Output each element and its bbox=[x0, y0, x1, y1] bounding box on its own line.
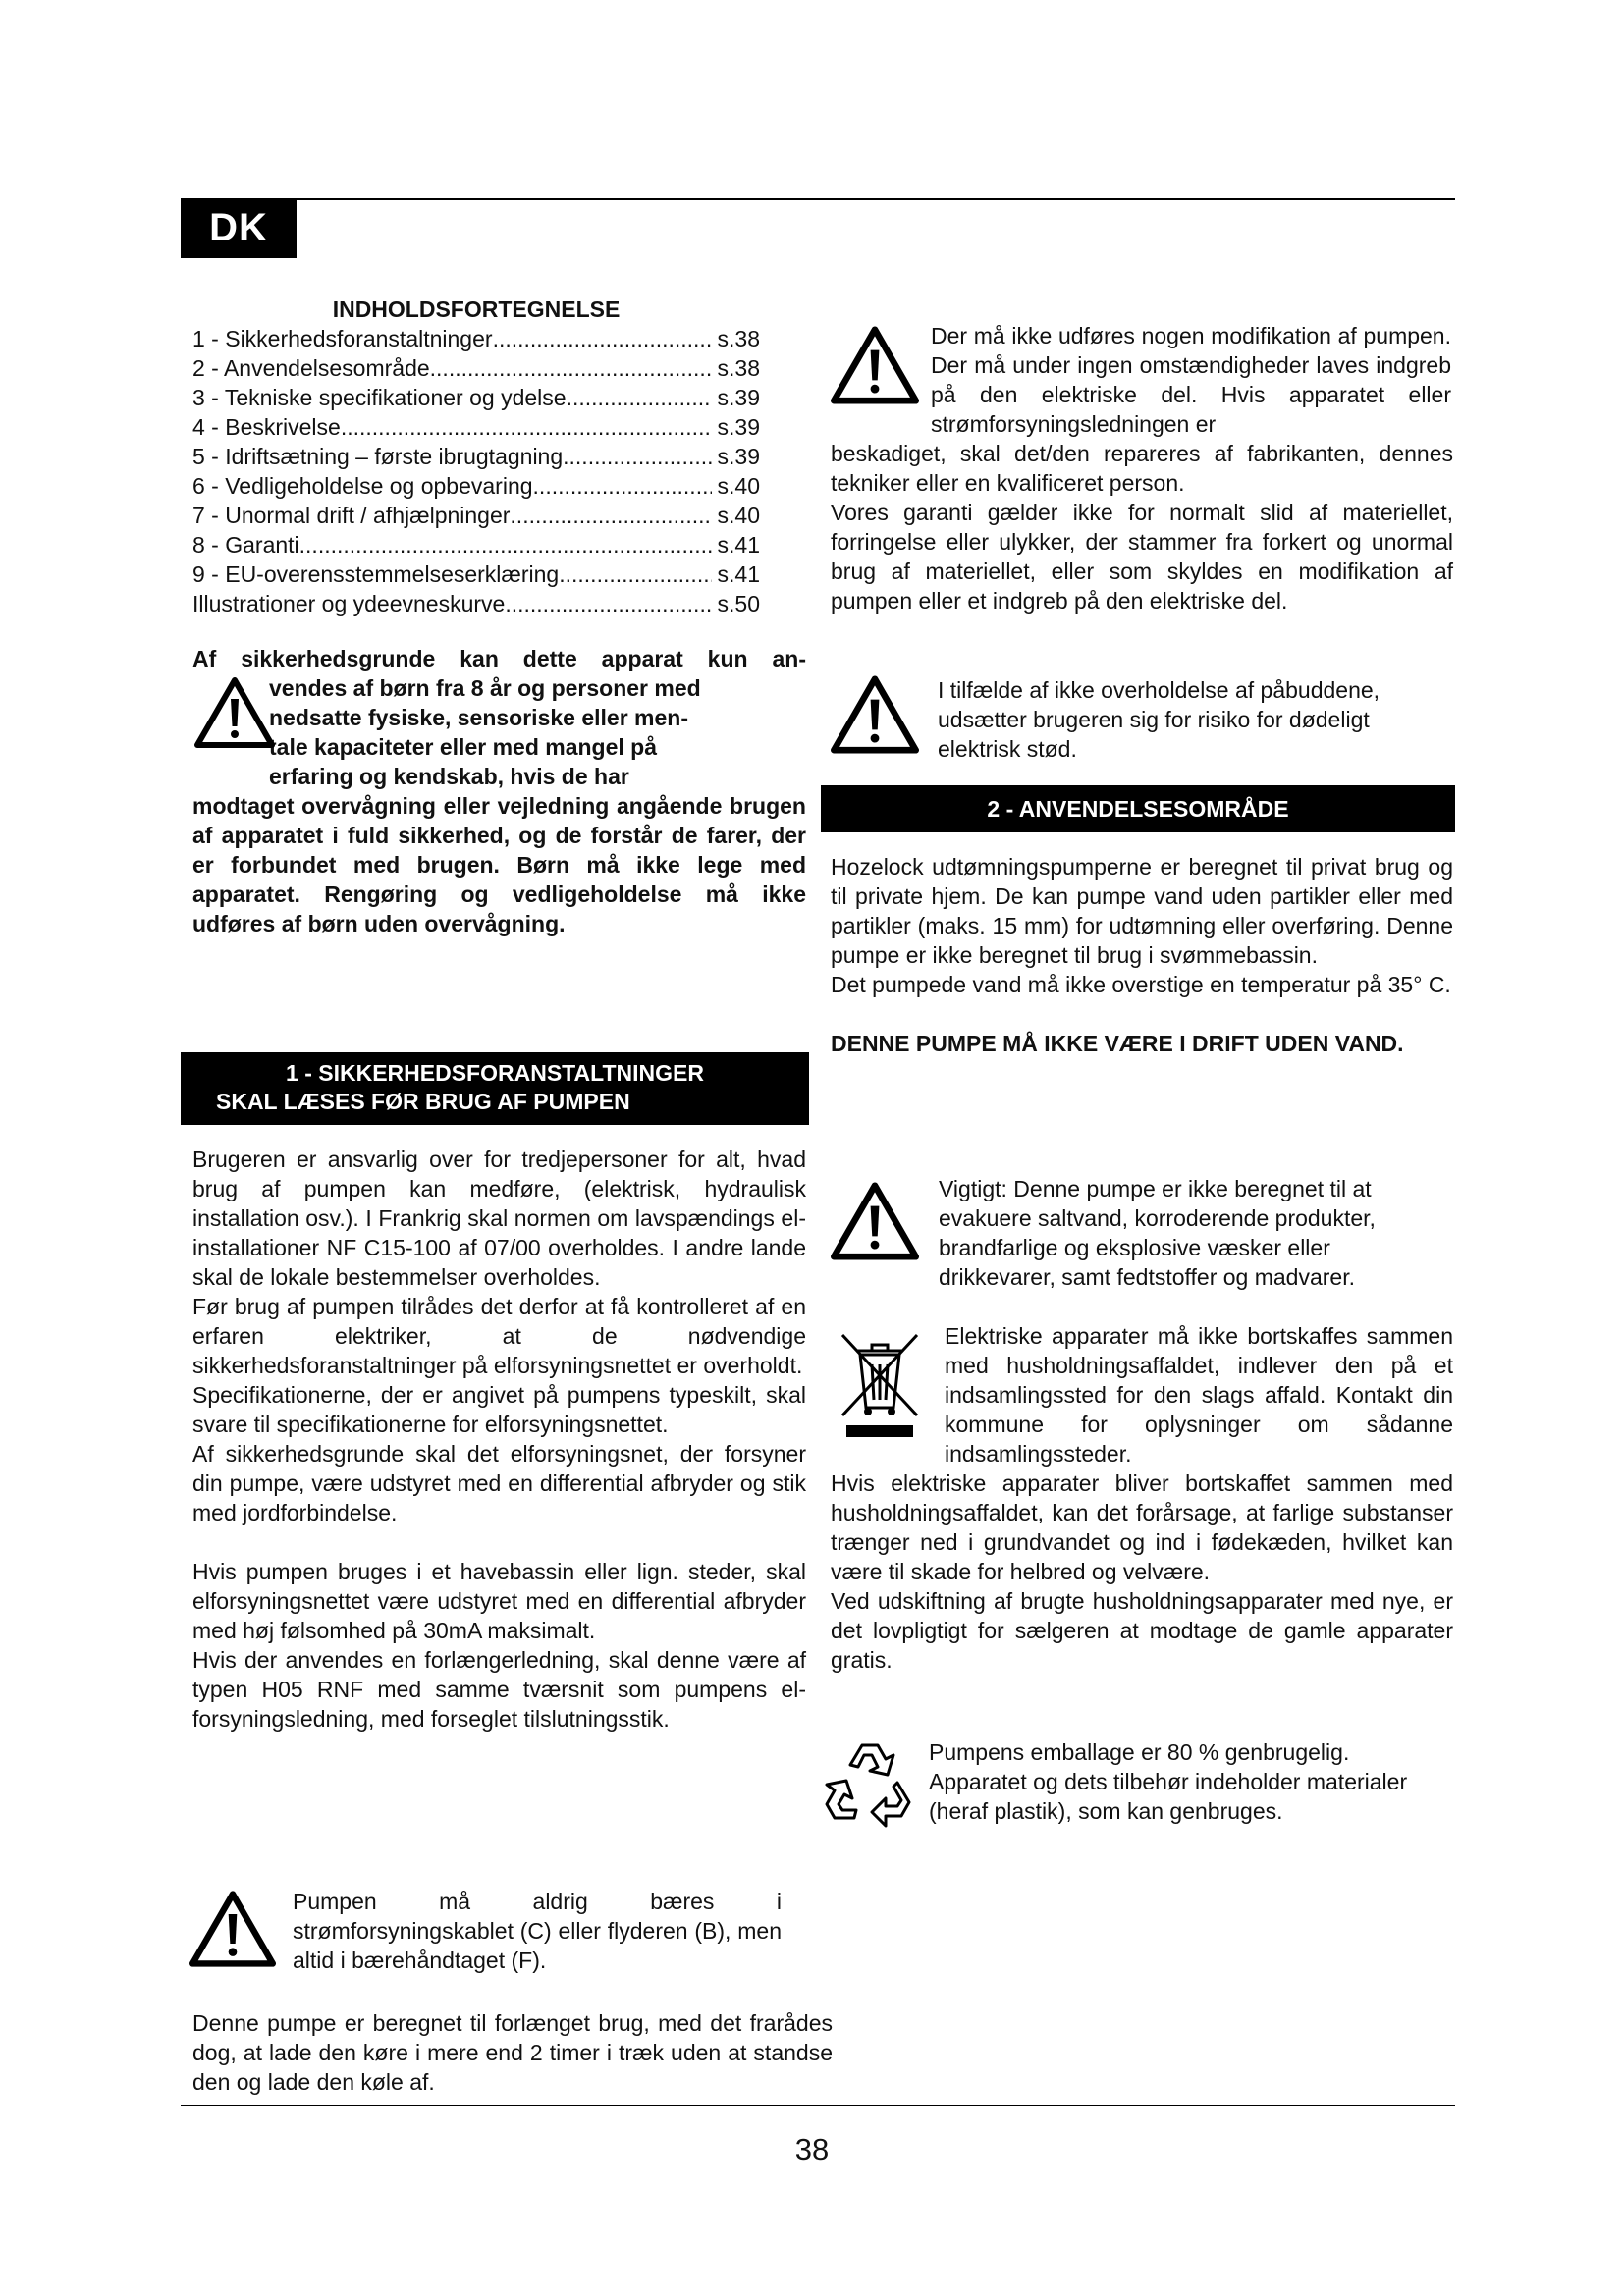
warning-triangle-icon bbox=[831, 1182, 919, 1260]
toc-item: 7 - Unormal drift / afhjælpninger ..... s.40 bbox=[192, 501, 760, 530]
section-2-body bbox=[831, 852, 1453, 1058]
section-1-body bbox=[192, 1145, 806, 1734]
toc-item: 4 - Beskrivelse ..... s.39 bbox=[192, 412, 760, 442]
top-rule bbox=[181, 198, 1455, 200]
paragraph: Ved udskiftning af brugte husholdningsapparater med nye, er det lovpligtigt for sælgeren at modtage de gamle apparater gratis. bbox=[831, 1588, 1453, 1673]
section-1-header: 1 - SIKKERHEDSFORANSTALTNINGER SKAL LÆSES FØR BRUG AF PUMPEN bbox=[181, 1052, 809, 1125]
carry-warning: Pumpen må aldrig bæres i strømforsyningskablet (C) eller flyderen (B), men altid i bærehåndtaget (F). bbox=[293, 1889, 782, 1973]
toc-item: 3 - Tekniske specifikationer og ydelse ..... s.39 bbox=[192, 383, 760, 412]
paragraph: Brugeren er ansvarlig over for tredjepersoner for alt, hvad brug af pumpen kan medføre, (elektrisk, hydraulisk installation osv.). I Frankrig skal normen om lavspændings el-installationer NF C15-100 af 07/00 overholdes. I andre lande skal de lokale bestemmelser overholdes. bbox=[192, 1147, 806, 1290]
paragraph: beskadiget, skal det/den repareres af fabrikanten, dennes tekniker eller en kvalificeret person. bbox=[831, 441, 1453, 496]
recycle-icon bbox=[821, 1735, 917, 1832]
warning-triangle-icon bbox=[194, 677, 275, 748]
warning-triangle-icon bbox=[831, 675, 919, 754]
bottom-rule bbox=[181, 2105, 1455, 2106]
guarantee-paragraph: Vores garanti gælder ikke for normalt slid af materiellet, forringelse eller ulykker, der stammer fra forkert og unormal brug af materiellet, eller som skyldes en modifikation af pumpen eller et indgreb på den elektriske del. bbox=[831, 500, 1453, 614]
paragraph: Hozelock udtømningspumperne er beregnet til privat brug og til private hjem. De kan pumpe vand uden partikler eller med partikler (maks. 15 mm) for udtømning eller overføring. Denne pumpe er ikke beregnet til brug i svømmebassin. bbox=[831, 854, 1453, 968]
shock-warning: I tilfælde af ikke overholdelse af påbuddene, udsætter brugeren sig for risiko for dødeligt elektrisk stød. bbox=[938, 677, 1380, 762]
paragraph: Hvis elektriske apparater bliver bortskaffet sammen med husholdningsaffaldet, kan det forårsage, at farlige substanser trænger ned i grundvandet og ind i fødekæden, hvilket kan være til skade for helbred og velvære. bbox=[831, 1470, 1453, 1584]
toc-item: Illustrationer og ydeevneskurve ..... s.50 bbox=[192, 589, 760, 618]
section-2-disposal bbox=[831, 1468, 1453, 1675]
weee-notice: Elektriske apparater må ikke bortskaffes sammen med husholdningsaffaldet, indlever den på et indsamlingssted for den slags affald. Kontakt din kommune for oplysninger om sådanne indsamlingssteder. bbox=[945, 1323, 1453, 1467]
paragraph: Det pumpede vand må ikke overstige en temperatur på 35° C. bbox=[831, 972, 1451, 997]
section-2-header: 2 - ANVENDELSESOMRÅDE bbox=[821, 785, 1455, 832]
page-number: 38 bbox=[794, 2132, 830, 2166]
paragraph: Hvis pumpen bruges i et havebassin eller lign. steder, skal elforsyningsnettet være udstyret med en differential afbryder med høj følsomhed på 30mA maksimalt. bbox=[192, 1559, 806, 1643]
toc-item: 9 - EU-overensstemmelseserklæring ..... s.41 bbox=[192, 560, 760, 589]
toc-title: INDHOLDSFORTEGNELSE bbox=[332, 296, 621, 322]
paragraph: Specifikationerne, der er angivet på pumpens typeskilt, skal svare til specifikationerne for elforsyningsnettet. bbox=[192, 1382, 806, 1437]
important-warning: Vigtigt: Denne pumpe er ikke beregnet til at evakuere saltvand, korroderende produkter, brandfarlige og eksplosive væsker eller drikkevarer, samt fedtstoffer og madvarer. bbox=[939, 1176, 1376, 1290]
paragraph: Hvis der anvendes en forlængerledning, skal denne være af typen H05 RNF med samme tværsnit som pumpens el-forsyningsledning, med forseglet tilslutningsstik. bbox=[192, 1647, 806, 1732]
no-dry-run-warning: DENNE PUMPE MÅ IKKE VÆRE I DRIFT UDEN VAND. bbox=[831, 1031, 1404, 1056]
paragraph: Denne pumpe er beregnet til forlænget brug, med det frarådes dog, at lade den køre i mere end 2 timer i træk uden at standse den og lade den køle af. bbox=[192, 2010, 833, 2095]
crossed-out-bin-icon bbox=[837, 1325, 923, 1441]
toc-item: 8 - Garanti ..... s.41 bbox=[192, 530, 760, 560]
child-safety-warning: Af sikkerhedsgrunde kan dette apparat kun an- vendes af børn fra 8 år og personer med nedsatte fysiske, sensoriske eller men- tale kapaciteter eller med mangel på erfaring og kendskab, hvis de har modtaget overvågning eller vejledning angående brugen af apparatet i fuld sikkerhed, og de forstår de farer, der er forbundet med brugen. Børn må ikke lege med apparatet. Rengøring og vedligeholdelse må ikke udføres af børn uden overvågning. bbox=[192, 646, 806, 936]
warning-triangle-icon bbox=[831, 326, 919, 404]
warning-triangle-icon bbox=[189, 1891, 276, 1967]
modification-warning: Der må ikke udføres nogen modifikation af pumpen. Der må under ingen omstændigheder laves indgreb på den elektriske del. Hvis apparatet eller strømforsyningsledningen er bbox=[931, 323, 1451, 437]
toc-item: 5 - Idriftsætning – første ibrugtagning ..... s.39 bbox=[192, 442, 760, 471]
recycle-notice: Pumpens emballage er 80 % genbrugelig. Apparatet og dets tilbehør indeholder materialer (heraf plastik), som kan genbruges. bbox=[929, 1739, 1408, 1824]
right-column-text bbox=[831, 439, 1453, 615]
table-of-contents bbox=[192, 294, 760, 618]
toc-item: 1 - Sikkerhedsforanstaltninger ..... s.38 bbox=[192, 324, 760, 353]
toc-item: 2 - Anvendelsesområde ..... s.38 bbox=[192, 353, 760, 383]
language-badge: DK bbox=[181, 198, 297, 258]
paragraph: Før brug af pumpen tilrådes det derfor at få kontrolleret af en erfaren elektriker, at de nødvendige sikkerhedsforanstaltninger på elforsyningsnettet er overholdt. bbox=[192, 1294, 806, 1378]
paragraph: Af sikkerhedsgrunde skal det elforsyningsnet, der forsyner din pumpe, være udstyret med en differential afbryder og stik med jordforbindelse. bbox=[192, 1441, 806, 1525]
toc-item: 6 - Vedligeholdelse og opbevaring ..... s.40 bbox=[192, 471, 760, 501]
